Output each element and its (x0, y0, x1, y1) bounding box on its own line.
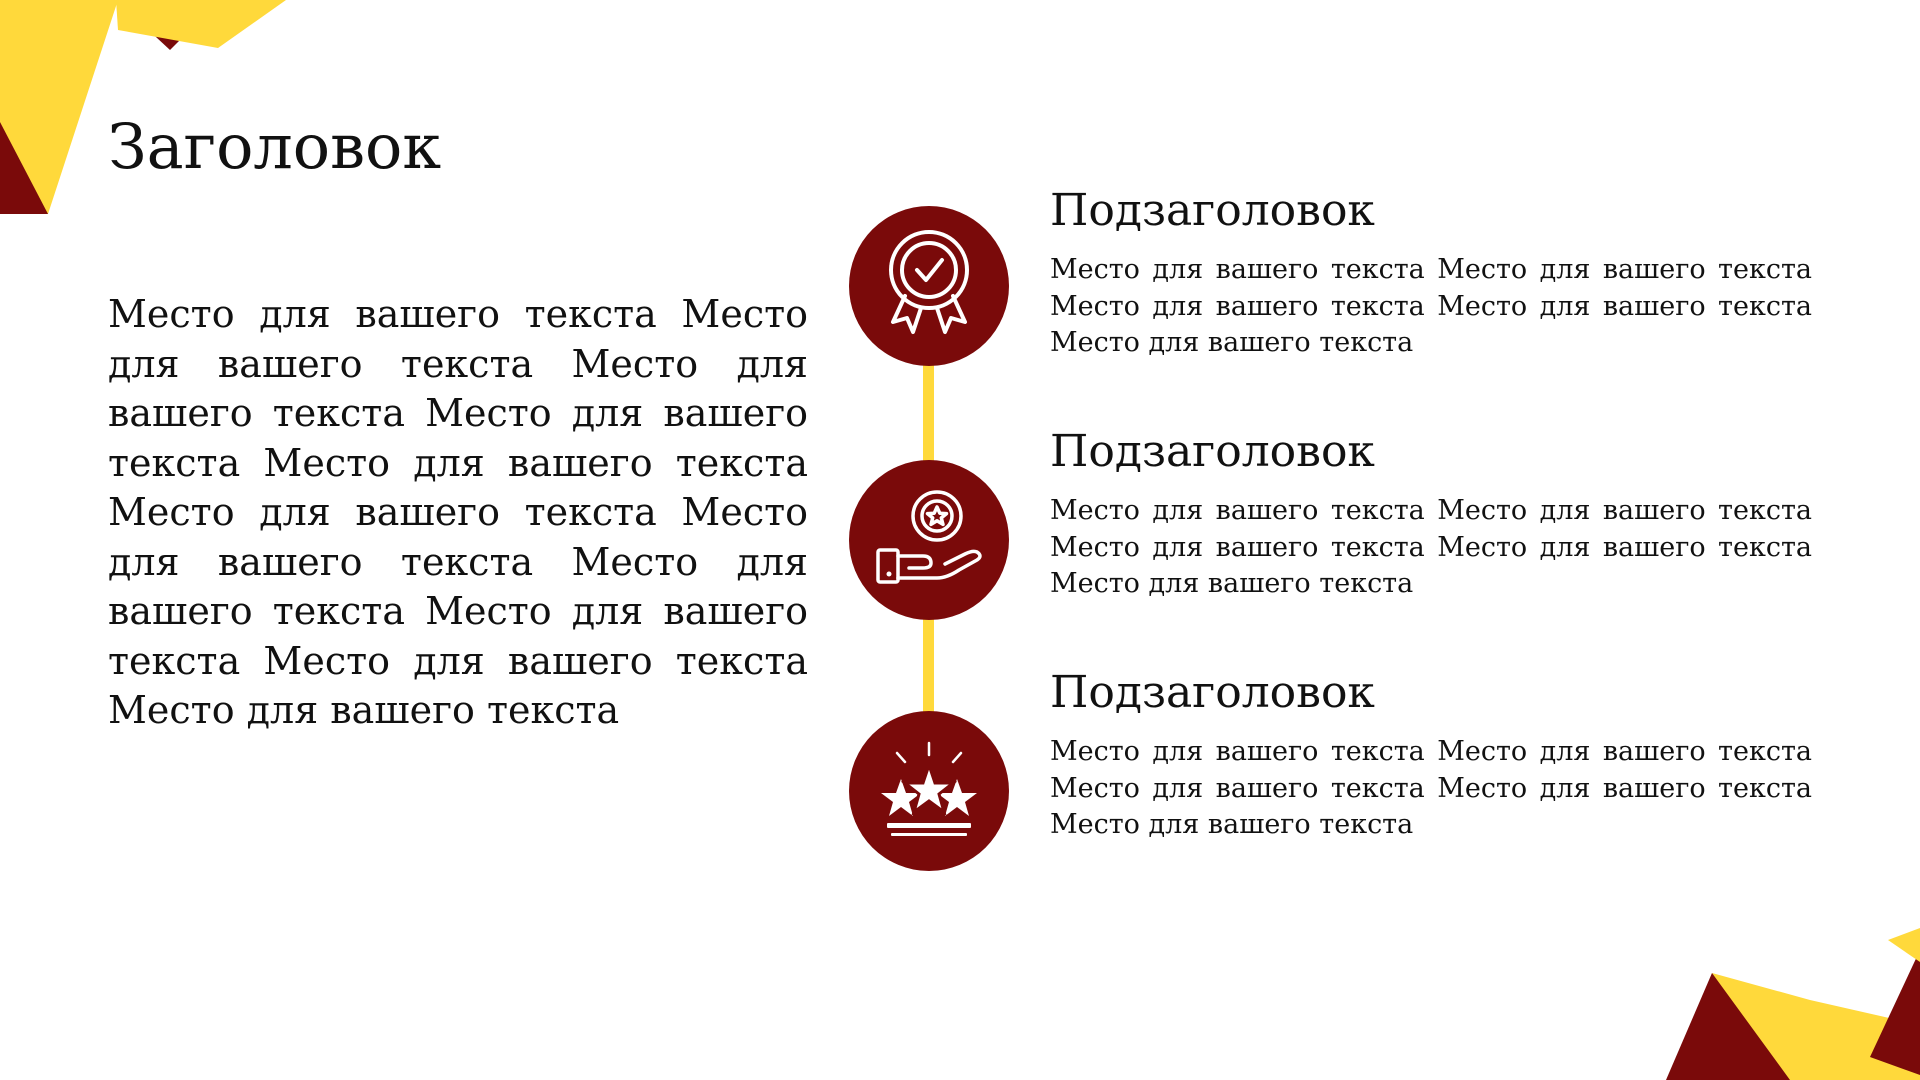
item-heading: Подзаголовок (1050, 667, 1375, 718)
slide-title: Заголовок (108, 110, 442, 183)
item-text: Место для вашего текста Место для вашего текста Место для вашего текста Место для вашего текста Место для вашего текста (1050, 495, 1812, 599)
item-text: Место для вашего текста Место для вашего текста Место для вашего текста Место для вашего текста Место для вашего текста (1050, 736, 1812, 840)
timeline-item (1050, 421, 1812, 603)
timeline-connector (923, 356, 934, 470)
item-text: Место для вашего текста Место для вашего текста Место для вашего текста Место для вашего текста Место для вашего текста (1050, 254, 1812, 358)
timeline-item (1050, 180, 1812, 362)
timeline-circle (849, 206, 1009, 366)
icon-timeline (846, 206, 1010, 874)
item-heading: Подзаголовок (1050, 185, 1375, 236)
timeline-circle (849, 711, 1009, 871)
item-heading: Подзаголовок (1050, 426, 1375, 477)
award-badge-icon (879, 230, 979, 342)
timeline-circle (849, 460, 1009, 620)
hand-star-icon (875, 490, 983, 590)
three-stars-icon (873, 739, 985, 843)
body-paragraph: Место для вашего текста Место для вашего текста Место для вашего текста Место для вашего текста Место для вашего текста Место для вашего текста Место для вашего текста Место для вашего текста Место для вашего текста Место для вашего текста Место для вашего текста (108, 292, 808, 732)
timeline-item (1050, 662, 1812, 844)
bottom-right-decoration (1600, 920, 1920, 1080)
timeline-connector (923, 606, 934, 720)
